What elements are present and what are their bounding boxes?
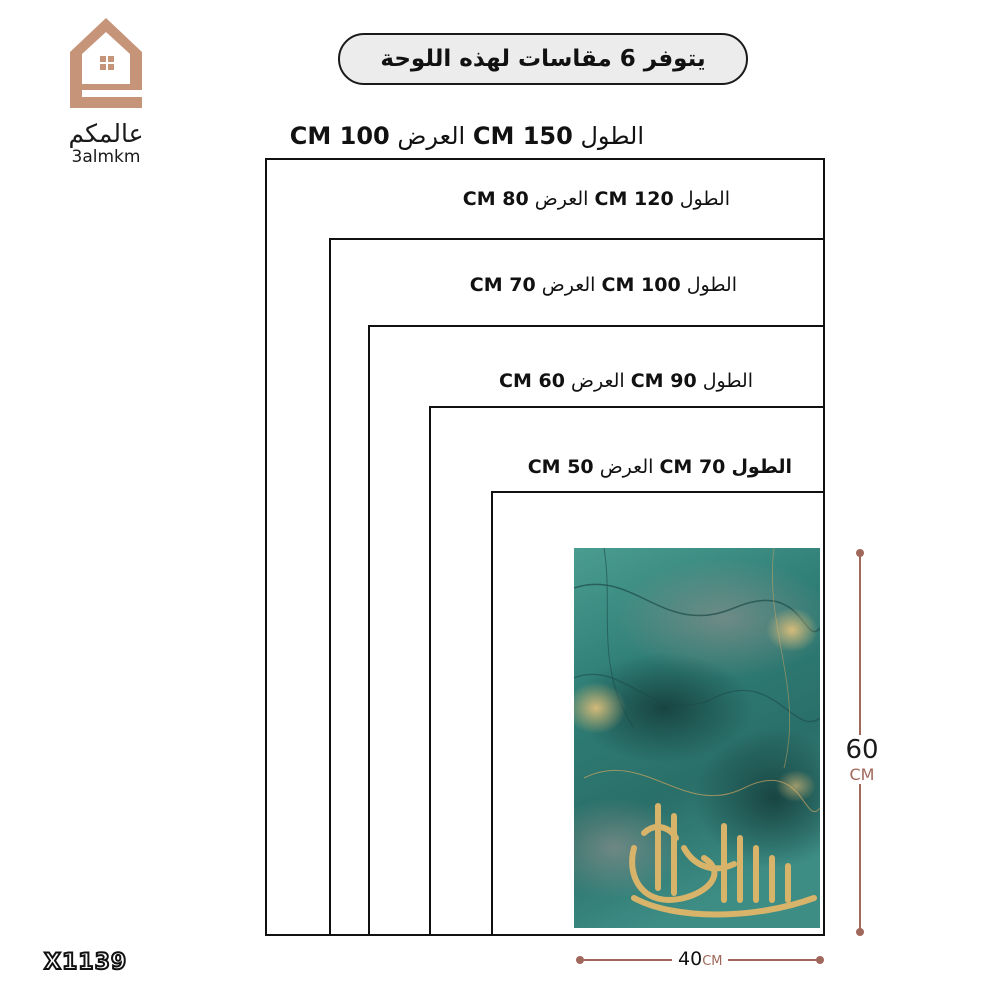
sizes-title: يتوفر 6 مقاسات لهذه اللوحة (338, 33, 748, 85)
width-unit: CM (702, 954, 723, 969)
artwork-preview (574, 548, 820, 928)
width-word: العرض (541, 274, 596, 296)
length-value: 120 CM (594, 188, 674, 210)
size-label-2 (463, 188, 730, 210)
width-word: العرض (534, 188, 589, 210)
length-word: الطول (686, 274, 737, 296)
width-word: العرض (570, 370, 625, 392)
height-unit: CM (849, 765, 875, 784)
length-word: الطول (580, 122, 644, 150)
brand-logo (56, 12, 156, 172)
length-value: 100 CM (601, 274, 681, 296)
width-value: 100 CM (289, 122, 390, 150)
width-value: 50 CM (527, 456, 594, 478)
brand-name-arabic: عالمكم (68, 119, 144, 148)
width-value: 40 (678, 948, 703, 970)
height-dimension-label (838, 735, 886, 784)
length-word: الطول (679, 188, 730, 210)
width-value: 70 CM (469, 274, 536, 296)
size-label-3 (470, 274, 737, 296)
length-word: الطول (702, 370, 753, 392)
marble-artwork-image (574, 548, 820, 928)
length-value: 70 CM (659, 456, 726, 478)
length-word: الطول (731, 456, 792, 478)
size-label-5 (528, 456, 792, 478)
size-label-1 (290, 122, 644, 150)
height-value: 60 (845, 735, 879, 765)
house-logo-icon (56, 12, 156, 112)
length-value: 150 CM (472, 122, 573, 150)
size-label-4 (499, 370, 753, 392)
length-value: 90 CM (630, 370, 697, 392)
width-value: 80 CM (462, 188, 529, 210)
width-value: 60 CM (499, 370, 565, 392)
brand-name-latin: 3almkm (71, 147, 141, 167)
width-word: العرض (599, 456, 654, 478)
product-code: X1139 (44, 950, 128, 975)
width-dimension-label (672, 948, 728, 970)
width-word: العرض (397, 122, 466, 150)
